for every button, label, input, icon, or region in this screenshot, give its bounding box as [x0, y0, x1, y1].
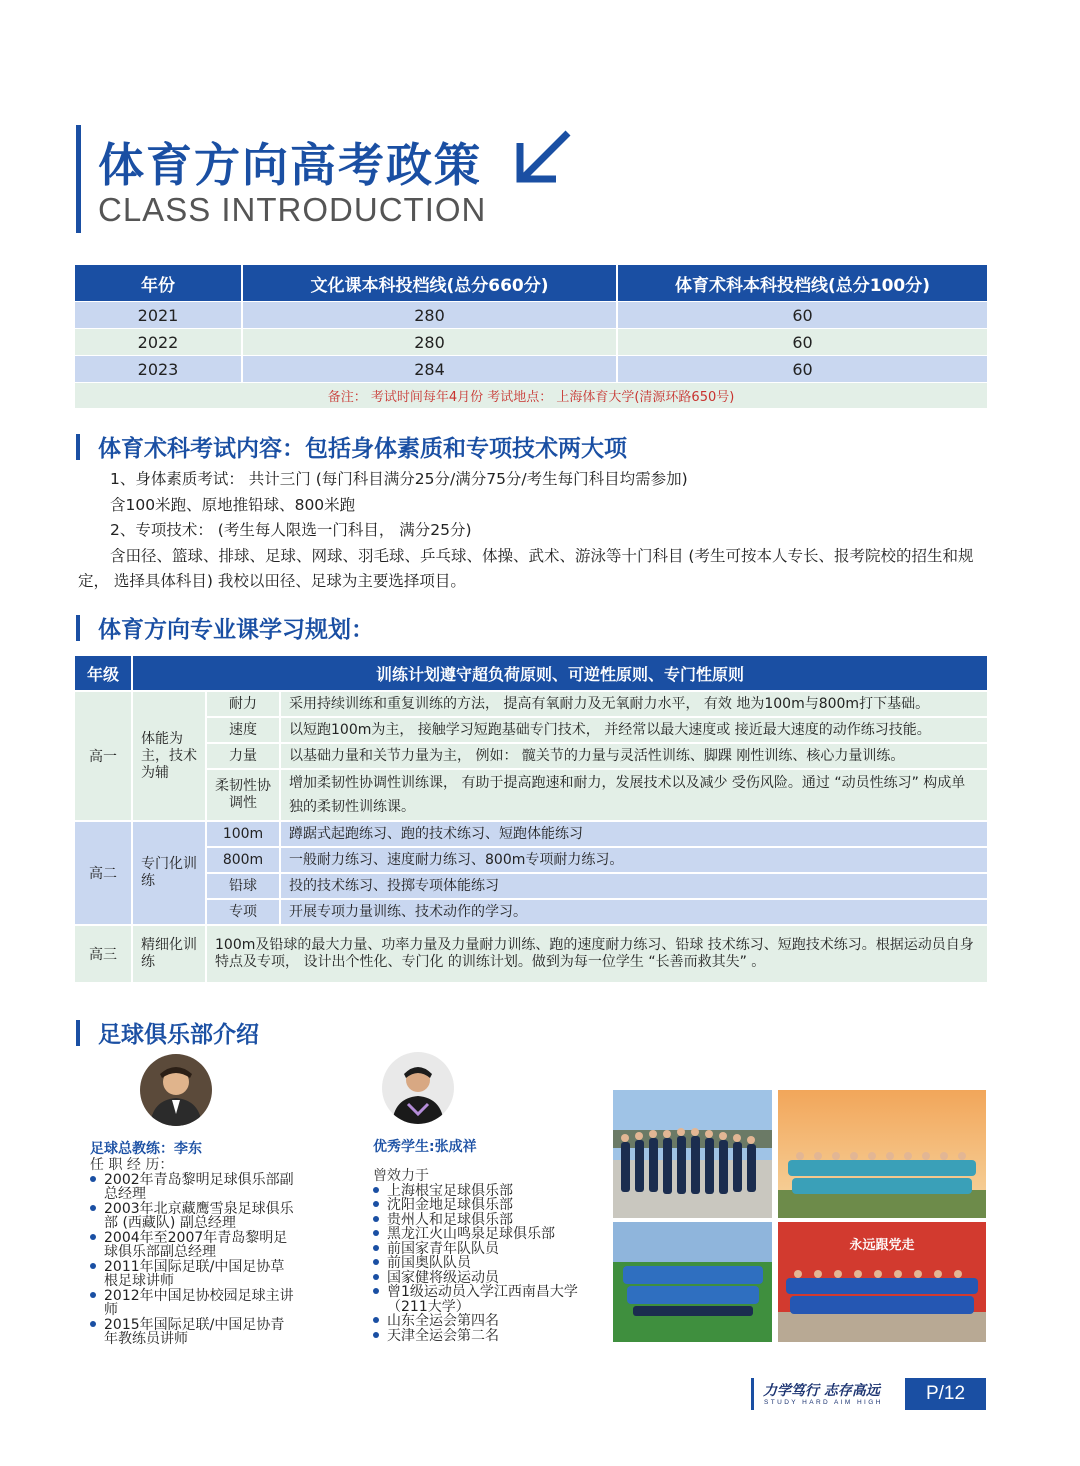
- table-row: [75, 328, 987, 355]
- list-item-text: 2003年北京藏鹰雪泉足球俱乐部 (西藏队) 副总经理: [104, 1200, 294, 1231]
- footer-slogan: 力学笃行 志存高远: [763, 1383, 880, 1399]
- table-row: [75, 846, 987, 872]
- list-item: [373, 1271, 583, 1286]
- list-item-text: 2012年中国足协校园足球主讲师: [104, 1287, 294, 1318]
- cell-year: 2021: [75, 301, 243, 328]
- cell-sports: 60: [618, 328, 987, 355]
- exam-line: 含100米跑、原地推铅球、800米跑: [110, 495, 356, 514]
- grade-cell: 高三: [75, 924, 133, 982]
- item-cell: 柔韧性协调性: [207, 768, 281, 820]
- item-cell: 800m: [207, 846, 281, 872]
- list-item-text: 天津全运会第二名: [387, 1327, 499, 1344]
- score-table: [75, 265, 987, 408]
- bullet-icon: [373, 1216, 379, 1222]
- list-item: [90, 1318, 298, 1347]
- list-item-text: 山东全运会第四名: [387, 1313, 499, 1329]
- header-accent-bar: [76, 125, 81, 233]
- list-item: [90, 1202, 298, 1231]
- list-item: [373, 1285, 583, 1314]
- col-principles: 训练计划遵守超负荷原则、可逆性原则、专门性原则: [133, 656, 987, 690]
- cell-culture: 284: [243, 355, 618, 382]
- student-label: 曾效力于: [373, 1168, 429, 1184]
- plan-table-header: [75, 656, 987, 690]
- bullet-icon: [373, 1332, 379, 1338]
- coach-label: 任 职 经 历：: [90, 1157, 174, 1173]
- list-item-text: 2002年青岛黎明足球俱乐部副总经理: [104, 1171, 294, 1202]
- table-row: [75, 820, 987, 846]
- bullet-icon: [373, 1245, 379, 1251]
- cell-sports: 60: [618, 355, 987, 382]
- desc-cell: 增加柔韧性协调性训练课， 有助于提高跑速和耐力，发展技术以及减少 受伤风险。通过 “动员性练习” 构成单独的柔韧性训练课。: [281, 768, 987, 820]
- arrow-down-left-icon: [512, 129, 572, 185]
- list-item-text: 曾1级运动员入学江西南昌大学（211大学）: [387, 1284, 578, 1315]
- list-item: [90, 1173, 298, 1202]
- list-item: [373, 1213, 583, 1228]
- list-item-text: 黑龙江火山鸣泉足球俱乐部: [387, 1226, 555, 1242]
- item-cell: 速度: [207, 716, 281, 742]
- focus-cell: 专门化训练: [133, 820, 207, 924]
- list-item: [373, 1256, 583, 1271]
- item-cell: 100m: [207, 820, 281, 846]
- table-row: [75, 742, 987, 768]
- section-accent-bar: [76, 1020, 80, 1046]
- team-photo-field: [613, 1222, 772, 1342]
- cell-culture: 280: [243, 328, 618, 355]
- cell-sports: 60: [618, 301, 987, 328]
- desc-cell: 开展专项力量训练、技术动作的学习。: [281, 898, 987, 924]
- desc-cell: 蹲踞式起跑练习、跑的技术练习、短跑体能练习: [281, 820, 987, 846]
- col-year: 年份: [75, 265, 243, 301]
- table-row: [75, 716, 987, 742]
- list-item-text: 2004年至2007年青岛黎明足球俱乐部副总经理: [104, 1229, 288, 1260]
- footer-accent-bar: [751, 1378, 754, 1410]
- list-item-text: 国家健将级运动员: [387, 1269, 499, 1286]
- desc-cell: 以短跑100m为主， 接触学习短跑基础专门技术， 并经常以最大速度或 接近最大速度的动作练习技能。: [281, 716, 987, 742]
- table-note: 备注： 考试时间每年4月份 考试地点： 上海体育大学(清源环路650号): [75, 382, 987, 408]
- desc-cell: 以基础力量和关节力量为主， 例如： 髋关节的力量与灵活性训练、脚踝 刚性训练、核心力量训练。: [281, 742, 987, 768]
- student-history-list: [373, 1184, 583, 1344]
- bullet-icon: [373, 1317, 379, 1323]
- grade-cell: 高一: [75, 690, 133, 820]
- list-item: [90, 1289, 298, 1318]
- col-sports-line: 体育术科本科投档线(总分100分): [618, 265, 987, 301]
- bullet-icon: [373, 1274, 379, 1280]
- grade-cell: 高二: [75, 820, 133, 924]
- coach-name: 足球总教练：李东: [90, 1141, 202, 1157]
- exam-line: 1、身体素质考试： 共计三门 (每门科目满分25分/满分75分/考生每门科目均需参加): [110, 470, 688, 488]
- person-icon: [382, 1052, 454, 1124]
- bullet-icon: [90, 1176, 96, 1182]
- section-title: 体育方向专业课学习规划：: [98, 617, 374, 643]
- bullet-icon: [90, 1321, 96, 1327]
- bullet-icon: [90, 1205, 96, 1211]
- bullet-icon: [373, 1288, 379, 1294]
- list-item-text: 2011年国际足联/中国足协草根足球讲师: [104, 1258, 285, 1289]
- col-culture-line: 文化课本科投档线(总分660分): [243, 265, 618, 301]
- list-item-text: 上海根宝足球俱乐部: [387, 1182, 513, 1199]
- team-photo-lineup: [613, 1090, 772, 1218]
- bullet-icon: [373, 1187, 379, 1193]
- list-item: [90, 1231, 298, 1260]
- list-item-text: 贵州人和足球俱乐部: [387, 1211, 513, 1228]
- score-table-header: [75, 265, 987, 301]
- page-footer: [751, 1378, 987, 1412]
- item-cell: 耐力: [207, 690, 281, 716]
- coach-profile: [90, 1138, 298, 1347]
- table-row: [75, 924, 987, 982]
- table-row: [75, 690, 987, 716]
- table-row: [75, 872, 987, 898]
- table-row: [75, 355, 987, 382]
- page-number: P/12: [905, 1378, 986, 1410]
- person-icon: [140, 1054, 212, 1126]
- exam-line: 含田径、篮球、排球、足球、网球、羽毛球、乒乓球、体操、武术、游泳等十门科目 (考生可按本人专长、报考院校的招生和规定， 选择具体科目) 我校以田径、足球为主要选择项目。: [78, 546, 974, 590]
- student-avatar: [382, 1052, 454, 1124]
- list-item-text: 前国家青年队队员: [387, 1240, 499, 1257]
- item-cell: 铅球: [207, 872, 281, 898]
- page-subtitle: CLASS INTRODUCTION: [98, 191, 487, 228]
- list-item: [90, 1260, 298, 1289]
- table-row: [75, 898, 987, 924]
- focus-cell: 体能为主，技术为辅: [133, 690, 207, 820]
- bullet-icon: [373, 1201, 379, 1207]
- exam-line: 2、专项技术： (考生每人限选一门科目， 满分25分): [110, 521, 472, 539]
- bullet-icon: [373, 1230, 379, 1236]
- bullet-icon: [90, 1292, 96, 1298]
- page-header: [76, 125, 676, 233]
- list-item-text: 前国奥队队员: [387, 1255, 471, 1271]
- photo-banner-text: 永远跟党走: [849, 1238, 915, 1253]
- page-title: 体育方向高考政策: [98, 138, 482, 192]
- item-cell: 专项: [207, 898, 281, 924]
- focus-cell: 精细化训练: [133, 924, 207, 982]
- plan-table: [75, 656, 987, 982]
- table-row: [75, 301, 987, 328]
- coach-avatar: [140, 1054, 212, 1126]
- cell-year: 2023: [75, 355, 243, 382]
- cell-culture: 280: [243, 301, 618, 328]
- list-item: [373, 1329, 583, 1344]
- section-accent-bar: [76, 434, 80, 460]
- list-item: [373, 1227, 583, 1242]
- list-item: [373, 1314, 583, 1329]
- list-item: [373, 1198, 583, 1213]
- list-item: [373, 1184, 583, 1199]
- desc-cell: 100m及铅球的最大力量、功率力量及力量耐力训练、跑的速度耐力练习、铅球 技术练习、短跑技术练习。根据运动员自身特点及专项， 设计出个性化、专门化 的训练计划。做到为每一位学生 “长善而救其失” 。: [207, 924, 987, 982]
- student-profile: [373, 1136, 583, 1343]
- team-photo-stage: [778, 1222, 986, 1342]
- list-item-text: 2015年国际足联/中国足协青年教练员讲师: [104, 1316, 285, 1347]
- exam-content: [78, 467, 988, 595]
- desc-cell: 投的技术练习、投掷专项体能练习: [281, 872, 987, 898]
- bullet-icon: [90, 1263, 96, 1269]
- list-item-text: 沈阳金地足球俱乐部: [387, 1197, 513, 1213]
- bullet-icon: [90, 1234, 96, 1240]
- team-photo-sunset: [778, 1090, 986, 1218]
- section-accent-bar: [76, 615, 80, 641]
- cell-year: 2022: [75, 328, 243, 355]
- section-title: 体育术科考试内容：包括身体素质和专项技术两大项: [98, 436, 627, 462]
- list-item: [373, 1242, 583, 1257]
- table-row: [75, 768, 987, 820]
- footer-english: STUDY HARD AIM HIGH: [764, 1399, 883, 1406]
- item-cell: 力量: [207, 742, 281, 768]
- desc-cell: 一般耐力练习、速度耐力练习、800m专项耐力练习。: [281, 846, 987, 872]
- desc-cell: 采用持续训练和重复训练的方法， 提高有氧耐力及无氧耐力水平， 有效 地为100m与800m打下基础。: [281, 690, 987, 716]
- bullet-icon: [373, 1259, 379, 1265]
- table-note-row: [75, 382, 987, 408]
- col-grade: 年级: [75, 656, 133, 690]
- coach-history-list: [90, 1173, 298, 1347]
- section-title: 足球俱乐部介绍: [98, 1022, 259, 1048]
- student-name: 优秀学生:张成祥: [373, 1139, 477, 1155]
